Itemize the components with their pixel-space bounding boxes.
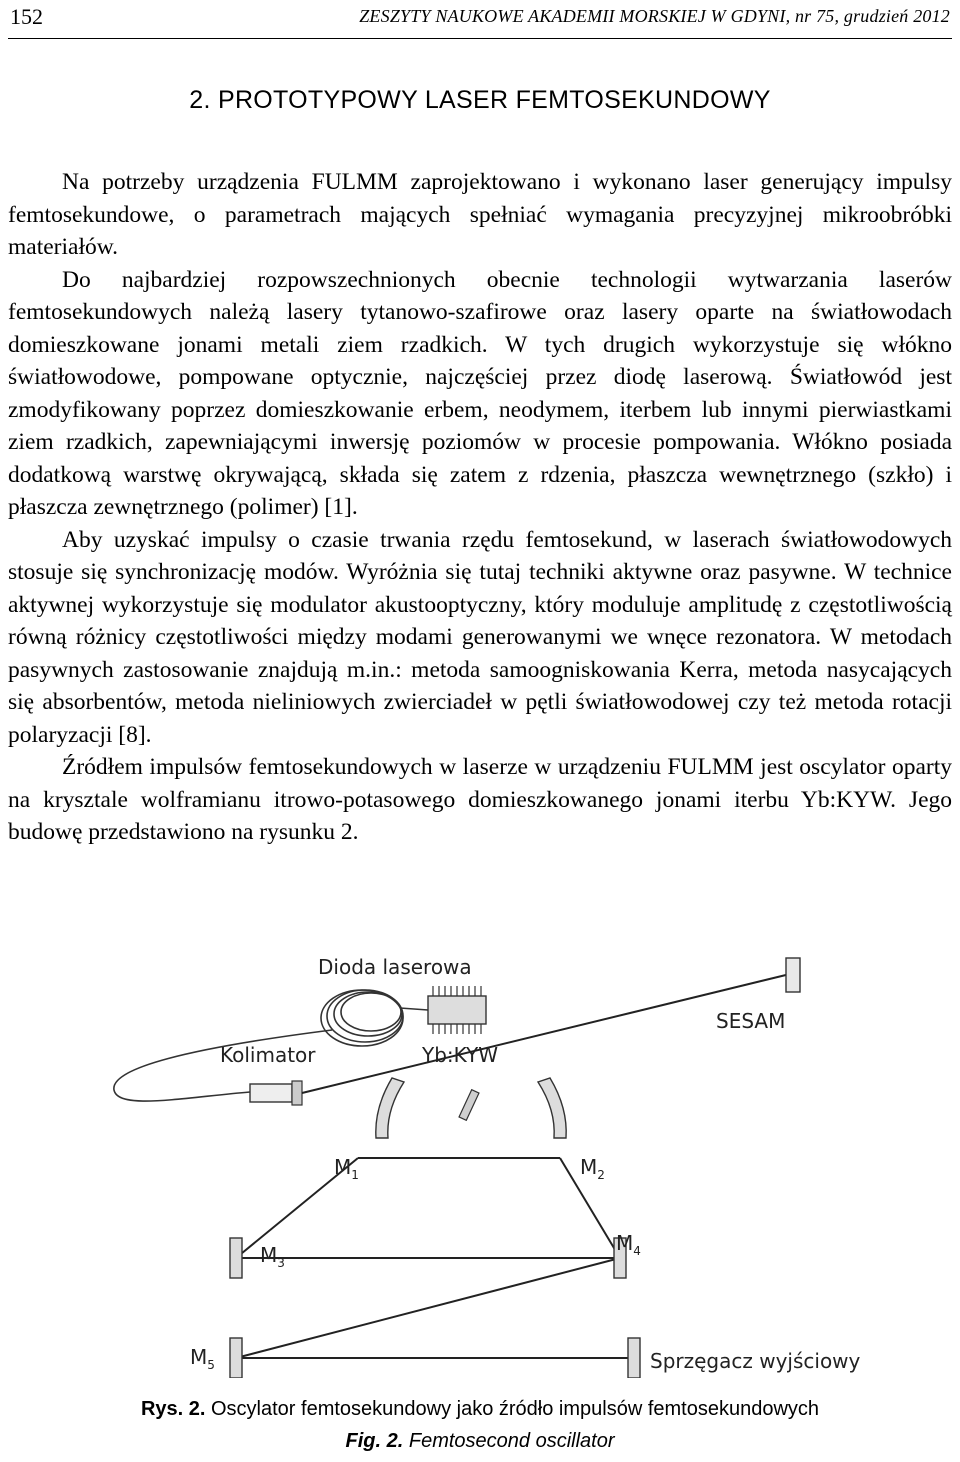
label-coupler: Sprzęgacz wyjściowy [650, 1349, 861, 1373]
collimator [250, 1081, 302, 1105]
label-m1: $M_1$ [334, 1155, 359, 1182]
label-m2: $M_2$ [580, 1155, 605, 1182]
caption-pl-text: Oscylator femtosekundowy jako źródło impulsów femtosekundowych [205, 1398, 820, 1420]
paragraph: Źródłem impulsów femtosekundowych w laserze w urządzeniu FULMM jest oscylator oparty na krysztale wolframianu itrowo-potasowego domieszkowanego jonami iterbu Yb:KYW. Jego budowę przedstawiono na rysunku 2. [8, 754, 952, 845]
mirror-m2 [538, 1078, 566, 1138]
oscillator-figure [110, 938, 870, 1378]
mirror-m5 [230, 1338, 242, 1378]
label-diode: Dioda laserowa [318, 955, 472, 979]
body-text [8, 166, 952, 849]
output-coupler [628, 1338, 640, 1378]
paragraph: Na potrzeby urządzenia FULMM zaprojektowano i wykonano laser generujący impulsy femtosekundowe, o parametrach mających spełniać wymagania precyzyjnej mikroobróbki materiałów. [8, 169, 952, 260]
crystal-ybkyw [459, 1090, 479, 1121]
caption-pl-prefix: Rys. 2. [140, 1398, 206, 1420]
mirror-m3 [230, 1238, 242, 1278]
paragraph: Aby uzyskać impulsy o czasie trwania rzędu femtosekund, w laserach światłowodowych stosuje się synchronizację modów. Wyróżnia się tutaj techniki aktywne oraz pasywne. W technice aktywnej wykorzystuje się modulator akustooptyczny, który moduluje amplitudę z częstotliwością równą różnicy częstotliwości między modami generowanymi we wnęce rezonatora. W metodach pasywnych zastosowanie znajdują m.in.: metoda samoogniskowania Kerra, metoda nasycających się absorbentów, metoda nieliniowych zwierciadeł w pętli światłowodowej czy też metoda rotacji polaryzacji [8]. [8, 526, 952, 748]
section-title: 2. PROTOTYPOWY LASER FEMTOSEKUNDOWY [189, 86, 771, 114]
oscillator-diagram [110, 938, 870, 1378]
page-number: 152 [10, 4, 43, 29]
label-m5: $M_5$ [190, 1345, 215, 1372]
figure-caption-pl [0, 1398, 960, 1421]
journal-title: ZESZYTY NAUKOWE AKADEMII MORSKIEJ W GDYNI, nr 75, grudzień 2012 [359, 6, 950, 26]
label-crystal: Yb:KYW [422, 1043, 499, 1067]
label-m3: $M_3$ [260, 1243, 285, 1270]
label-m4: $M_4$ [616, 1231, 641, 1258]
caption-en-text: Femtosecond oscillator [403, 1430, 615, 1452]
sesam-mirror [786, 958, 800, 992]
label-collimator: Kolimator [220, 1043, 316, 1067]
laser-diode [428, 986, 486, 1034]
mirror-m1 [376, 1078, 404, 1138]
running-header [8, 0, 952, 39]
caption-en-prefix: Fig. 2. [345, 1430, 404, 1452]
label-sesam: SESAM [716, 1009, 786, 1033]
paragraph: Do najbardziej rozpowszechnionych obecnie technologii wytwarzania laserów femtosekundowych należą lasery tytanowo-szafirowe oraz lasery oparte na światłowodach domieszkowane jonami metali ziem rzadkich. W tych drugich wykorzystuje się włókno światłowodowe, pompowane optycznie, najczęściej przez diodę laserową. Światłowód jest zmodyfikowany poprzez domieszkowanie erbem, neodymem, iterbem lub innymi pierwiastkami ziem rzadkich, zapewniającymi inwersję poziomów w procesie pompowania. Włókno posiada dodatkową warstwę okrywającą, składa się zatem z rdzenia, płaszcza wewnętrznego (szkło) i płaszcza zewnętrznego (polimer) [1]. [8, 266, 952, 520]
figure-caption-en [0, 1430, 960, 1453]
